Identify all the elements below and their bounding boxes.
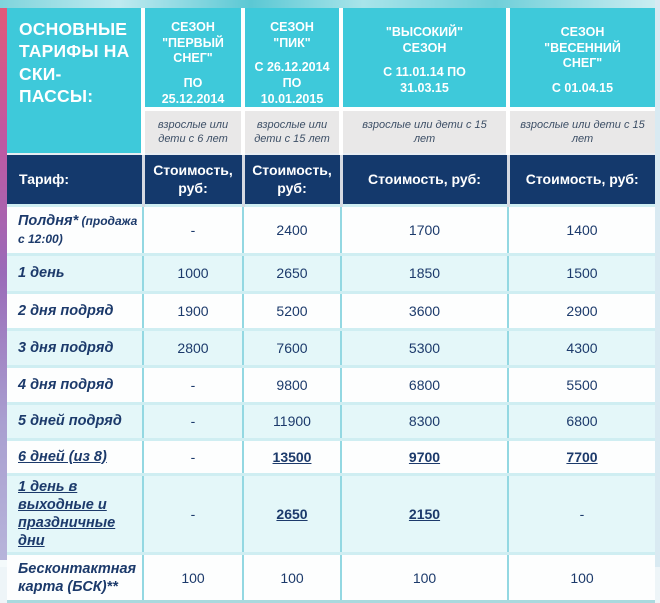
price-cell: 8300: [341, 403, 508, 439]
tariff-row: [7, 474, 655, 554]
price-cell: 7600: [243, 329, 341, 366]
price-cell: 2800: [143, 329, 243, 366]
tariff-label-text: 4 дня подряд: [18, 376, 114, 393]
tariff-label-text: 2 дня подряд: [18, 302, 114, 319]
tariff-label: [7, 554, 143, 602]
season-dates: С 01.04.15: [551, 80, 614, 95]
price-cell: 1700: [341, 205, 508, 254]
tariff-row: [7, 205, 655, 254]
price-cell: 1400: [508, 205, 655, 254]
price-column-header: Стоимость, руб:: [143, 154, 243, 205]
season-name: СЕЗОН "ПЕРВЫЙ СНЕГ": [162, 20, 224, 66]
audience-note: взрослые или дети с 15 лет: [508, 109, 655, 154]
price-cell: 2400: [243, 205, 341, 254]
price-cell: 4300: [508, 329, 655, 366]
audience-note: взрослые или дети с 15 лет: [243, 109, 341, 154]
tariff-row: [7, 292, 655, 329]
tariff-label: [7, 292, 143, 329]
page-background-right: [655, 0, 660, 567]
tariff-label-note: (продажа с 12:00): [18, 213, 138, 246]
price-cell: 7700: [508, 439, 655, 474]
price-cell: 9700: [341, 439, 508, 474]
price-cell: -: [143, 439, 243, 474]
price-cell: -: [143, 403, 243, 439]
season-dates: С 11.01.14 ПО 31.03.15: [383, 65, 466, 95]
audience-note: взрослые или дети с 6 лет: [143, 109, 243, 154]
price-cell: 5200: [243, 292, 341, 329]
price-cell: 6800: [508, 403, 655, 439]
tariff-row: [7, 366, 655, 403]
price-cell: 2900: [508, 292, 655, 329]
ski-pass-price-table: [7, 8, 655, 603]
tariff-label: [7, 439, 143, 474]
price-cell: 5500: [508, 366, 655, 403]
tariff-row: [7, 329, 655, 366]
tariff-label-text: 1 день в выходные и праздничные дни: [18, 478, 116, 549]
tariff-label: [7, 205, 143, 254]
season-name: СЕЗОН "ПИК": [270, 20, 314, 50]
price-cell: 100: [341, 554, 508, 602]
price-cell: 11900: [243, 403, 341, 439]
price-cell: 100: [143, 554, 243, 602]
tariff-label: [7, 403, 143, 439]
tariff-label-text: Бесконтактная карта (БСК)**: [18, 560, 137, 595]
season-name: СЕЗОН "ВЕСЕННИЙ СНЕГ": [544, 25, 621, 71]
tariff-row: [7, 403, 655, 439]
page-background-left-stripe: [0, 8, 7, 560]
price-cell: 1000: [143, 254, 243, 292]
tariff-column-header: Тариф:: [7, 154, 143, 205]
price-cell: -: [508, 474, 655, 554]
price-cell: 100: [243, 554, 341, 602]
price-column-header: Стоимость, руб:: [341, 154, 508, 205]
price-cell: 1500: [508, 254, 655, 292]
tariff-label: [7, 366, 143, 403]
season-dates: С 26.12.2014 ПО 10.01.2015: [254, 60, 330, 106]
tariff-header-row: [7, 154, 655, 205]
audience-note: взрослые или дети с 15 лет: [341, 109, 508, 154]
tariff-label: [7, 329, 143, 366]
price-cell: 9800: [243, 366, 341, 403]
season-header-row: [7, 8, 655, 109]
price-cell: 1900: [143, 292, 243, 329]
price-cell: 2650: [243, 474, 341, 554]
price-column-header: Стоимость, руб:: [508, 154, 655, 205]
price-cell: 5300: [341, 329, 508, 366]
price-cell: 13500: [243, 439, 341, 474]
tariff-row: [7, 439, 655, 474]
price-cell: 2650: [243, 254, 341, 292]
tariff-label-text: 5 дней подряд: [18, 413, 122, 430]
price-cell: -: [143, 474, 243, 554]
tariff-label: [7, 254, 143, 292]
price-cell: 100: [508, 554, 655, 602]
price-cell: -: [143, 205, 243, 254]
price-cell: -: [143, 366, 243, 403]
season-header-first-snow: [143, 8, 243, 109]
tariff-label-text: 1 день: [18, 265, 65, 282]
price-cell: 1850: [341, 254, 508, 292]
tariff-label-text: 3 дня подряд: [18, 339, 114, 356]
season-header-spring-snow: [508, 8, 655, 109]
table-title: ОСНОВНЫЕ ТАРИФЫ НА СКИ-ПАССЫ:: [7, 8, 143, 154]
season-header-peak: [243, 8, 341, 109]
season-name: "ВЫСОКИЙ" СЕЗОН: [385, 25, 464, 55]
price-cell: 2150: [341, 474, 508, 554]
page-background-top: [0, 0, 660, 8]
tariff-row: [7, 554, 655, 602]
price-cell: 3600: [341, 292, 508, 329]
tariff-label-text: Полдня*: [18, 212, 79, 229]
tariff-label-text: 6 дней (из 8): [18, 448, 107, 465]
season-dates: ПО 25.12.2014: [161, 75, 225, 106]
price-column-header: Стоимость, руб:: [243, 154, 341, 205]
season-header-high: [341, 8, 508, 109]
tariff-label: [7, 474, 143, 554]
price-cell: 6800: [341, 366, 508, 403]
tariff-row: [7, 254, 655, 292]
